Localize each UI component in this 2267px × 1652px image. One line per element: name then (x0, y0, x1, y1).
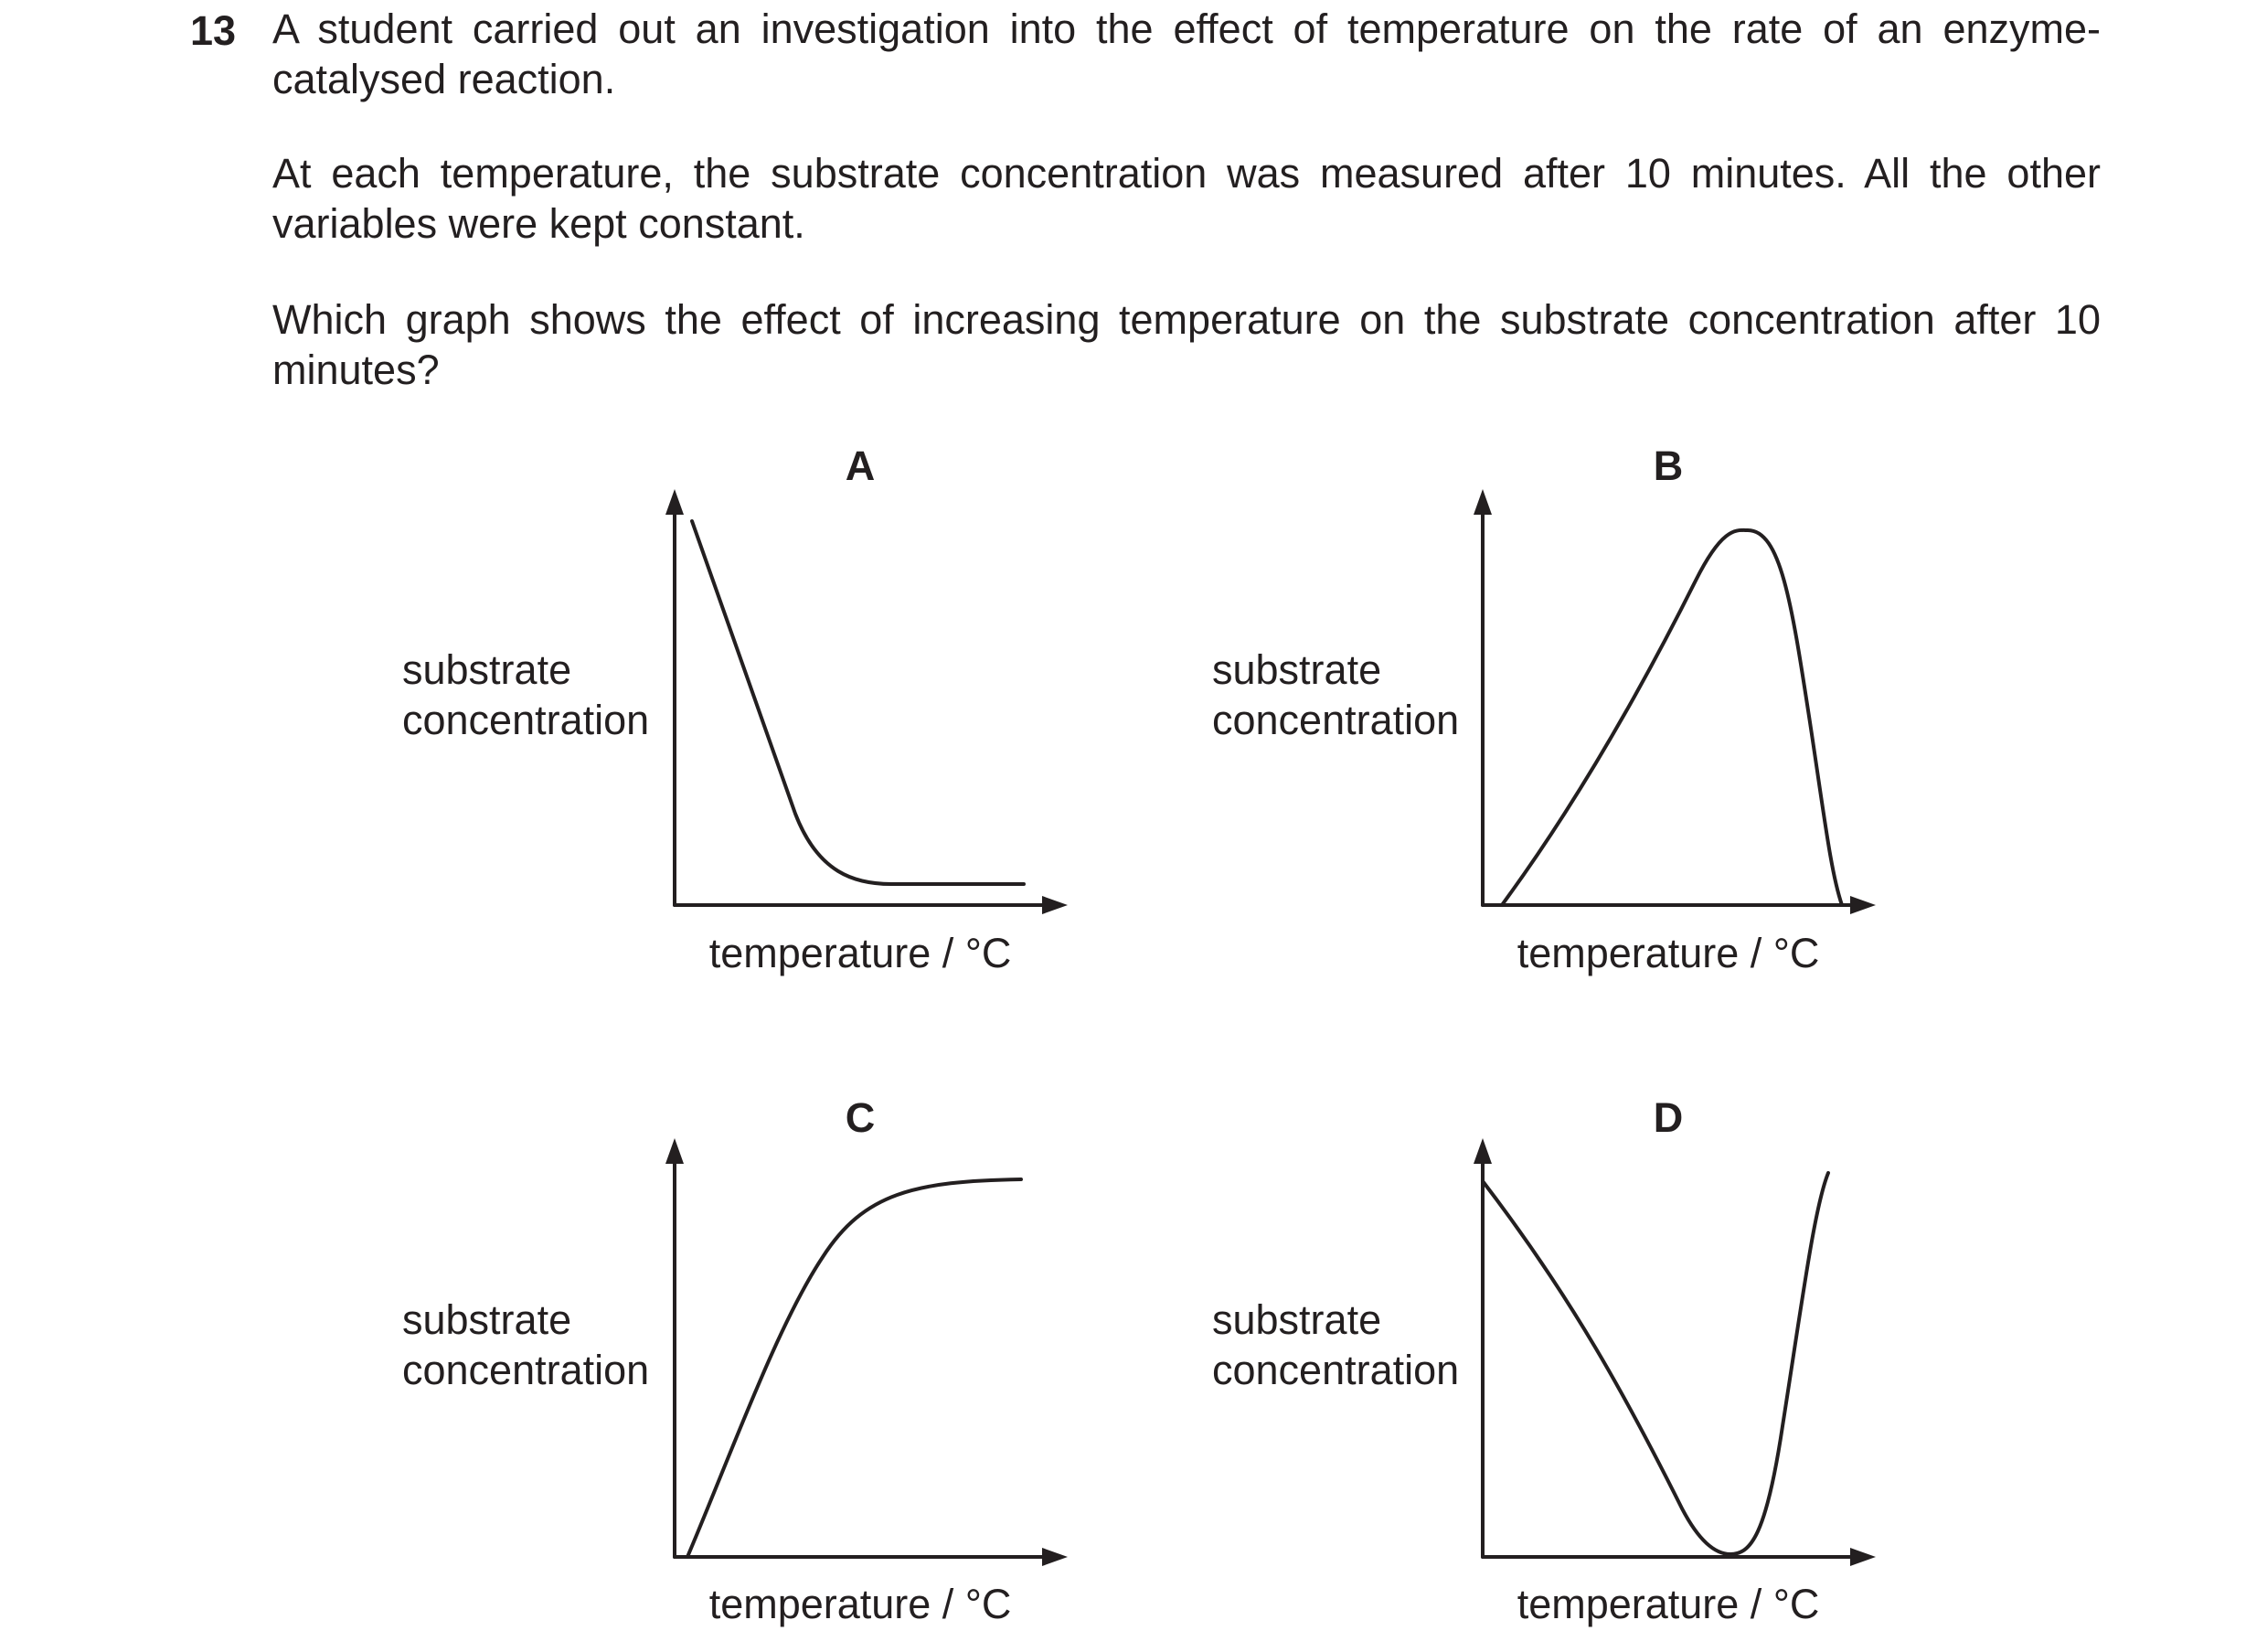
graph-d (1212, 1094, 1876, 1627)
question-paragraph-3: Which graph shows the effect of increasing temperature on the substrate concentration after 10 minutes? (272, 296, 2101, 393)
graph-a-x-arrow (1042, 896, 1068, 914)
graph-b-letter: B (1653, 442, 1684, 489)
graph-a-ylabel-line2: concentration (402, 697, 650, 743)
question-number: 13 (190, 7, 237, 54)
graph-d-ylabel-line2: concentration (1212, 1347, 1460, 1393)
question-paragraph-1: A student carried out an investigation into the effect of temperature on the rate of an enzyme-catalysed reaction. (272, 5, 2101, 102)
graph-b (1212, 442, 1876, 976)
graph-c-y-arrow (665, 1138, 684, 1164)
graph-a-y-arrow (665, 489, 684, 515)
graph-b-y-arrow (1474, 489, 1492, 515)
graph-d-letter: D (1653, 1094, 1684, 1141)
question-paragraph-2: At each temperature, the substrate concentration was measured after 10 minutes. All the other variables were kept constant. (272, 150, 2101, 247)
graph-a-ylabel-line1: substrate (402, 646, 572, 693)
graph-c-curve (687, 1179, 1021, 1557)
graph-b-ylabel-line2: concentration (1212, 697, 1460, 743)
graph-b-ylabel-line1: substrate (1212, 646, 1382, 693)
graph-b-xlabel: temperature / °C (1517, 930, 1820, 976)
graph-d-y-arrow (1474, 1138, 1492, 1164)
graph-d-ylabel-line1: substrate (1212, 1296, 1382, 1343)
graph-d-x-arrow (1850, 1548, 1876, 1566)
graph-c-letter: C (845, 1094, 876, 1141)
graph-c-ylabel-line1: substrate (402, 1296, 572, 1343)
graph-a (402, 442, 1068, 976)
graph-b-x-arrow (1850, 896, 1876, 914)
graph-a-letter: A (845, 442, 876, 489)
graph-c-ylabel-line2: concentration (402, 1347, 650, 1393)
graph-c-xlabel: temperature / °C (708, 1581, 1012, 1627)
graph-b-curve (1502, 530, 1842, 905)
graph-a-curve (692, 521, 1024, 884)
graph-d-xlabel: temperature / °C (1517, 1581, 1820, 1627)
graph-d-curve (1483, 1173, 1828, 1554)
graph-a-xlabel: temperature / °C (708, 930, 1012, 976)
graph-c-x-arrow (1042, 1548, 1068, 1566)
graph-c (402, 1094, 1068, 1627)
